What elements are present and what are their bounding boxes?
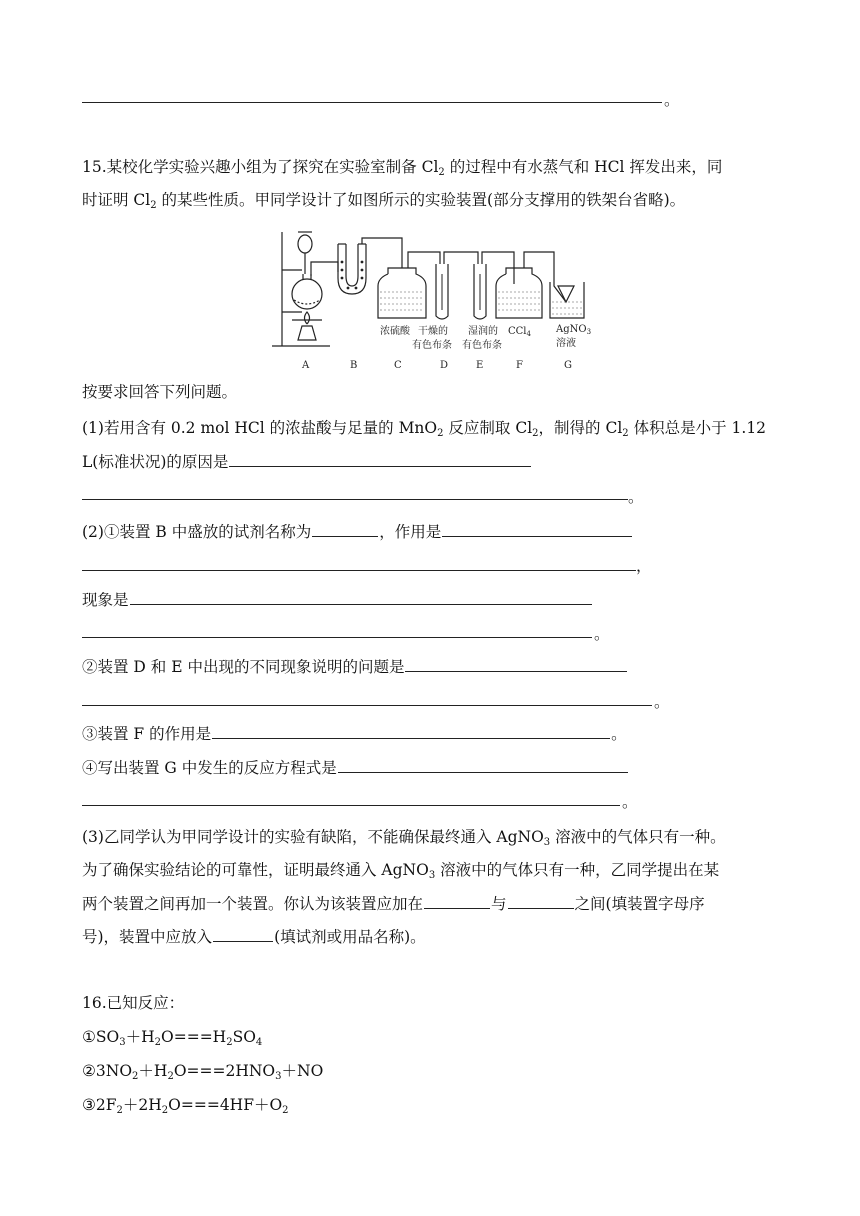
answer-line-prev [82, 102, 662, 103]
answer-line-2b[interactable] [82, 570, 636, 571]
answer-blank-reagent[interactable] [312, 521, 378, 537]
answer-blank-g[interactable] [338, 757, 628, 773]
label-d: D [440, 360, 449, 371]
answer-blank-reagent2[interactable] [213, 926, 273, 942]
q15-part1-line1: (1)若用含有 0.2 mol HCl 的浓盐酸与足量的 MnO$_2$ 反应制取 $Cl_2$，制得的 $Cl_2$ 体积总是小于 1.12 [82, 419, 767, 439]
q16-reaction-2: $②3NO_2+H_2O===2HNO_3+NO$ [82, 1062, 324, 1082]
q15-instruction: 按要求回答下列问题。 [82, 383, 238, 401]
q15-part3-line3: 两个装置之间再加一个装置。你认为该装置应加在 与 之间(填装置字母序 [82, 895, 705, 913]
answer-blank-phenomenon[interactable] [130, 589, 592, 605]
label-g: G [564, 360, 572, 371]
period-2d: 。 [654, 693, 670, 711]
label-a: A [302, 360, 310, 371]
period-1: 。 [628, 488, 644, 506]
q16-reaction-1: $①SO_3+H_2O===H_2SO_4$ [82, 1028, 263, 1048]
answer-blank-pos2[interactable] [508, 893, 574, 909]
answer-line-2c[interactable] [82, 637, 592, 638]
q15-part3-line2: 为了确保实验结论的可靠性，证明最终通入 AgNO$_3$ 溶液中的气体只有一种，乙同学提出在某 [82, 861, 720, 881]
label-b: B [350, 360, 358, 371]
answer-line-2e[interactable] [82, 805, 620, 806]
q15-stem-line2: 时证明 $Cl_2$ 的某些性质。甲同学设计了如图所示的实验装置(部分支撑用的铁架台省略)。 [82, 191, 686, 211]
caption-g2: 溶液 [556, 338, 576, 349]
q15-part2-4: ④写出装置 G 中发生的反应方程式是 [82, 757, 629, 778]
caption-g1: AgNO$_3$ [556, 324, 592, 336]
caption-c: 浓硫酸 [380, 326, 410, 337]
caption-f: CCl$_4$ [508, 326, 531, 338]
q15-part2-1: (2)①装置 B 中盛放的试剂名称为 ，作用是 [82, 521, 633, 542]
label-f: F [516, 360, 523, 371]
answer-line-1b[interactable] [82, 499, 628, 500]
q15-part2-phenomenon: 现象是 [82, 589, 593, 610]
label-e: E [476, 360, 484, 371]
answer-blank-pos1[interactable] [424, 893, 490, 909]
caption-e2: 有色布条 [462, 340, 502, 351]
answer-line-2d[interactable] [82, 705, 652, 706]
q15-stem-line1: 15.某校化学实验兴趣小组为了探究在实验室制备 $Cl_2$ 的过程中有水蒸气和 HCl 挥发出来，同 [82, 158, 723, 178]
caption-d2: 有色布条 [412, 340, 452, 351]
answer-blank-de[interactable] [405, 656, 627, 672]
q15-part3-line4: 号)，装置中应放入 (填试剂或用品名称)。 [82, 928, 426, 946]
comma-2: ， [636, 557, 652, 575]
answer-blank-1[interactable] [229, 451, 531, 467]
label-c: C [394, 360, 402, 371]
q16-reaction-3: $③2F_2+2H_2O===4HF+O_2$ [82, 1096, 289, 1116]
answer-blank-f[interactable] [212, 723, 610, 739]
caption-e1: 湿润的 [468, 326, 498, 337]
answer-blank-purpose[interactable] [442, 521, 632, 537]
q15-part1-line2: L(标准状况)的原因是 [82, 451, 532, 472]
apparatus-figure [262, 222, 602, 372]
caption-d1: 干燥的 [418, 326, 448, 337]
q15-part3-line1: (3)乙同学认为甲同学设计的实验有缺陷，不能确保最终通入 AgNO$_3$ 溶液中的气体只有一种。 [82, 828, 726, 848]
q15-part2-3: ③装置 F 的作用是 。 [82, 725, 627, 743]
q15-part2-2: ②装置 D 和 E 中出现的不同现象说明的问题是 [82, 656, 628, 677]
period-2e: 。 [622, 793, 638, 811]
q16-stem: 16.已知反应： [82, 994, 185, 1012]
period-2c: 。 [594, 625, 610, 643]
period-prev: 。 [664, 91, 680, 109]
